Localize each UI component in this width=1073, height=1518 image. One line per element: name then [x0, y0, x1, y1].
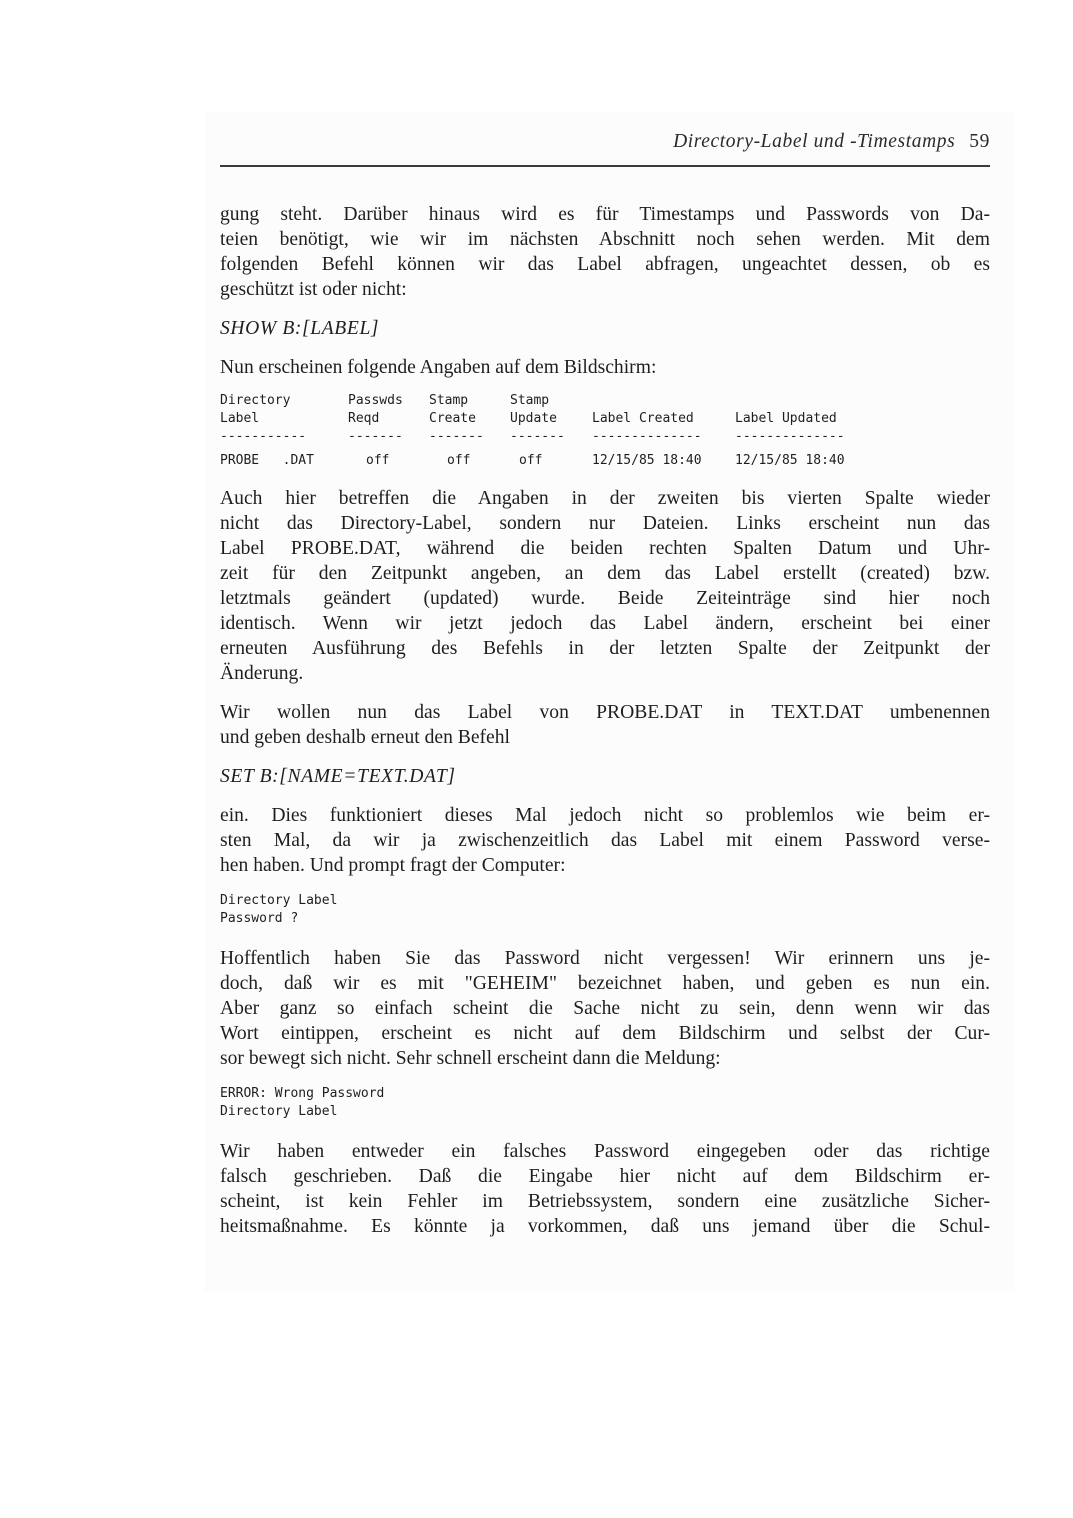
screen-line: ERROR: Wrong Password — [220, 1086, 385, 1101]
text-line: Wort eintippen, erscheint es nicht auf dem Bildschirm und selbst der Cur- — [220, 1023, 990, 1044]
page-number: 59 — [969, 131, 990, 152]
running-title: Directory-Label und -Timestamps — [673, 131, 956, 152]
text-line: Label PROBE.DAT, während die beiden rechten Spalten Datum und Uhr- — [220, 538, 990, 559]
text-line: Wir haben entweder ein falsches Password eingegeben oder das richtige — [220, 1141, 990, 1162]
text-line: letztmals geändert (updated) wurde. Beide Zeiteinträge sind hier noch — [220, 588, 990, 609]
text-line: Änderung. — [220, 663, 304, 684]
text-line: Wir wollen nun das Label von PROBE.DAT in TEXT.DAT umbenennen — [220, 702, 990, 723]
header-rule — [220, 165, 990, 167]
table-cell-stamp-create: off — [447, 453, 471, 468]
table-header-row — [220, 392, 845, 410]
screen-output-password-prompt — [220, 892, 990, 928]
table-header-cell: Label Updated — [735, 411, 837, 426]
text-line: folgenden Befehl können wir das Label abfragen, ungeachtet dessen, ob es — [220, 254, 990, 275]
running-head — [220, 131, 990, 153]
table-divider-row — [220, 428, 845, 446]
text-line: Hoffentlich haben Sie das Password nicht vergessen! Wir erinnern uns je- — [220, 948, 990, 969]
text-line: geschützt ist oder nicht: — [220, 279, 407, 300]
divider-dashes: -------------- — [735, 429, 845, 444]
table-header-cell: Label — [220, 411, 260, 426]
text-line: falsch geschrieben. Daß die Eingabe hier nicht auf dem Bildschirm er- — [220, 1166, 990, 1187]
divider-dashes: ------- — [429, 429, 484, 444]
paragraph-4 — [220, 700, 990, 750]
table-header-cell: Stamp — [510, 393, 550, 408]
table-header-cell: Update — [510, 411, 557, 426]
body-text — [220, 202, 990, 1253]
table-header-cell: Reqd — [348, 411, 380, 426]
screen-output-error — [220, 1085, 990, 1121]
divider-dashes: ----------- — [220, 429, 307, 444]
table-header-cell: Directory — [220, 393, 291, 408]
text-line: identisch. Wenn wir jetzt jedoch das Label ändern, erscheint bei einer — [220, 613, 990, 634]
paragraph-5 — [220, 803, 990, 878]
text-line: nicht das Directory-Label, sondern nur Dateien. Links erscheint nun das — [220, 513, 990, 534]
screen-line: Directory Label — [220, 1104, 338, 1119]
label-table — [220, 392, 845, 470]
screen-line: Password ? — [220, 911, 299, 926]
divider-dashes: -------------- — [592, 429, 702, 444]
text-line: gung steht. Darüber hinaus wird es für Timestamps und Passwords von Da- — [220, 204, 990, 225]
divider-dashes: ------- — [348, 429, 403, 444]
text-line: hen haben. Und prompt fragt der Computer: — [220, 855, 566, 876]
table-header-cell: Passwds — [348, 393, 403, 408]
paragraph-2 — [220, 355, 990, 380]
command-set-name: SET B:[NAME=TEXT.DAT] — [220, 766, 456, 787]
paragraph-7 — [220, 1139, 990, 1239]
text-line: heitsmaßnahme. Es könnte ja vorkommen, daß uns jemand über die Schul- — [220, 1216, 990, 1237]
table-cell-label-created: 12/15/85 18:40 — [592, 453, 702, 468]
paragraph-1 — [220, 202, 990, 302]
table-header-cell — [592, 392, 735, 410]
table-cell-label-updated: 12/15/85 18:40 — [735, 453, 845, 468]
text-line: ein. Dies funktioniert dieses Mal jedoch nicht so problemlos wie beim er- — [220, 805, 990, 826]
table-header-cell: Label Created — [592, 411, 694, 426]
text-line: sten Mal, da wir ja zwischenzeitlich das Label mit einem Password verse- — [220, 830, 990, 851]
text-line: zeit für den Zeitpunkt angeben, an dem das Label erstellt (created) bzw. — [220, 563, 990, 584]
table-cell-stamp-update: off — [519, 453, 543, 468]
paragraph-3 — [220, 486, 990, 686]
table-header-row — [220, 410, 845, 428]
text-line: Aber ganz so einfach scheint die Sache nicht zu sein, denn wenn wir das — [220, 998, 990, 1019]
paragraph-6 — [220, 946, 990, 1071]
text-line: Auch hier betreffen die Angaben in der zweiten bis vierten Spalte wieder — [220, 488, 990, 509]
text-line: teien benötigt, wie wir im nächsten Abschnitt noch sehen werden. Mit dem — [220, 229, 990, 250]
table-header-cell: Create — [429, 411, 476, 426]
text-line: Nun erscheinen folgende Angaben auf dem Bildschirm: — [220, 357, 657, 378]
table-header-cell — [735, 392, 845, 410]
table-cell-passwds: off — [366, 453, 390, 468]
table-row — [220, 446, 845, 470]
table-header-cell: Stamp — [429, 393, 469, 408]
text-line: doch, daß wir es mit "GEHEIM" bezeichnet haben, und geben es nun ein. — [220, 973, 990, 994]
divider-dashes: ------- — [510, 429, 565, 444]
table-cell-label: PROBE .DAT — [220, 453, 314, 468]
command-show-label: SHOW B:[LABEL] — [220, 318, 380, 339]
text-line: erneuten Ausführung des Befehls in der letzten Spalte der Zeitpunkt der — [220, 638, 990, 659]
text-line: scheint, ist kein Fehler im Betriebssystem, sondern eine zusätzliche Sicher- — [220, 1191, 990, 1212]
text-line: sor bewegt sich nicht. Sehr schnell erscheint dann die Meldung: — [220, 1048, 721, 1069]
screen-line: Directory Label — [220, 893, 338, 908]
text-line: und geben deshalb erneut den Befehl — [220, 727, 510, 748]
